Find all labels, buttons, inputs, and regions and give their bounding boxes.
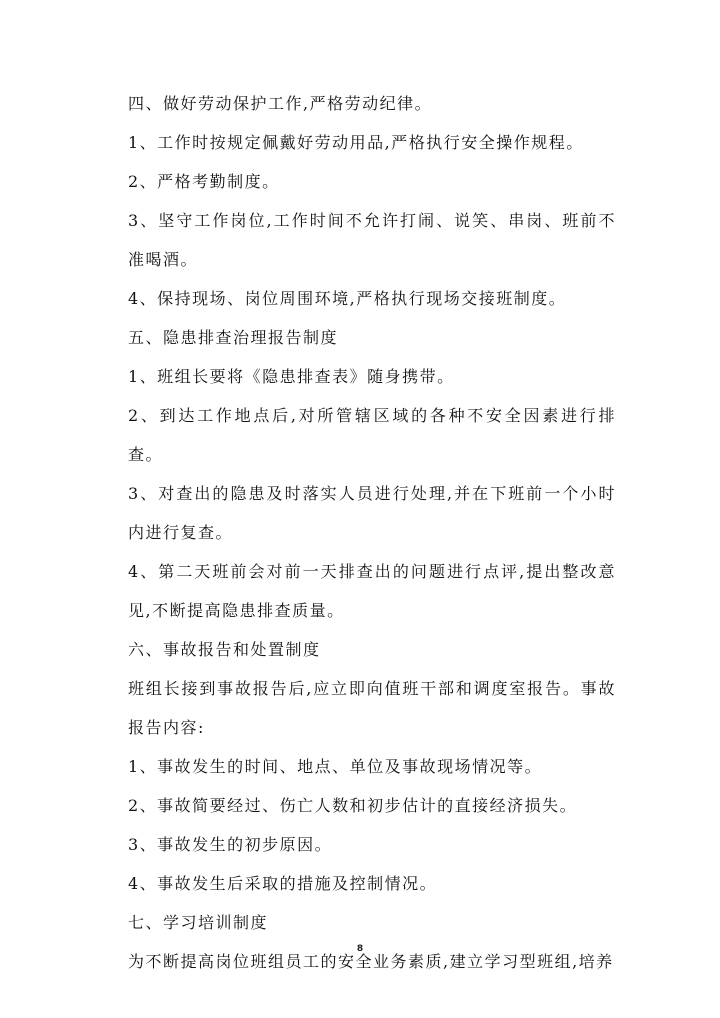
section-heading-labor-protection: 四、做好劳动保护工作,严格劳动纪律。 <box>128 94 433 113</box>
page-number: 8 <box>356 944 364 954</box>
paragraph-item: 2、事故简要经过、伤亡人数和初步估计的直接经济损失。 <box>128 796 578 815</box>
paragraph-item: 为不断提高岗位班组员工的安全业务素质,建立学习型班组,培养 <box>128 952 614 971</box>
paragraph-item: 班组长接到事故报告后,应立即向值班干部和调度室报告。事故报告内容: <box>128 679 616 737</box>
document-body <box>128 84 616 981</box>
paragraph-item: 2、到达工作地点后,对所管辖区域的各种不安全因素进行排查。 <box>128 406 616 464</box>
section-heading-accident-report: 六、事故报告和处置制度 <box>128 640 321 659</box>
paragraph-item: 2、严格考勤制度。 <box>128 172 280 191</box>
paragraph-item: 4、第二天班前会对前一天排查出的问题进行点评,提出整改意见,不断提高隐患排查质量。 <box>128 562 616 620</box>
paragraph-item: 4、事故发生后采取的措施及控制情况。 <box>128 874 438 893</box>
section-heading-hazard-report: 五、隐患排查治理报告制度 <box>128 328 339 347</box>
paragraph-item: 1、班组长要将《隐患排查表》随身携带。 <box>128 367 455 386</box>
paragraph-item: 4、保持现场、岗位周围环境,严格执行现场交接班制度。 <box>128 289 567 308</box>
paragraph-item: 3、对查出的隐患及时落实人员进行处理,并在下班前一个小时内进行复查。 <box>128 484 616 542</box>
paragraph-item: 3、坚守工作岗位,工作时间不允许打闹、说笑、串岗、班前不准喝酒。 <box>128 211 616 269</box>
paragraph-item: 1、工作时按规定佩戴好劳动用品,严格执行安全操作规程。 <box>128 133 584 152</box>
section-heading-training: 七、学习培训制度 <box>128 913 269 932</box>
paragraph-item: 3、事故发生的初步原因。 <box>128 835 333 854</box>
paragraph-item: 1、事故发生的时间、地点、单位及事故现场情况等。 <box>128 757 543 776</box>
